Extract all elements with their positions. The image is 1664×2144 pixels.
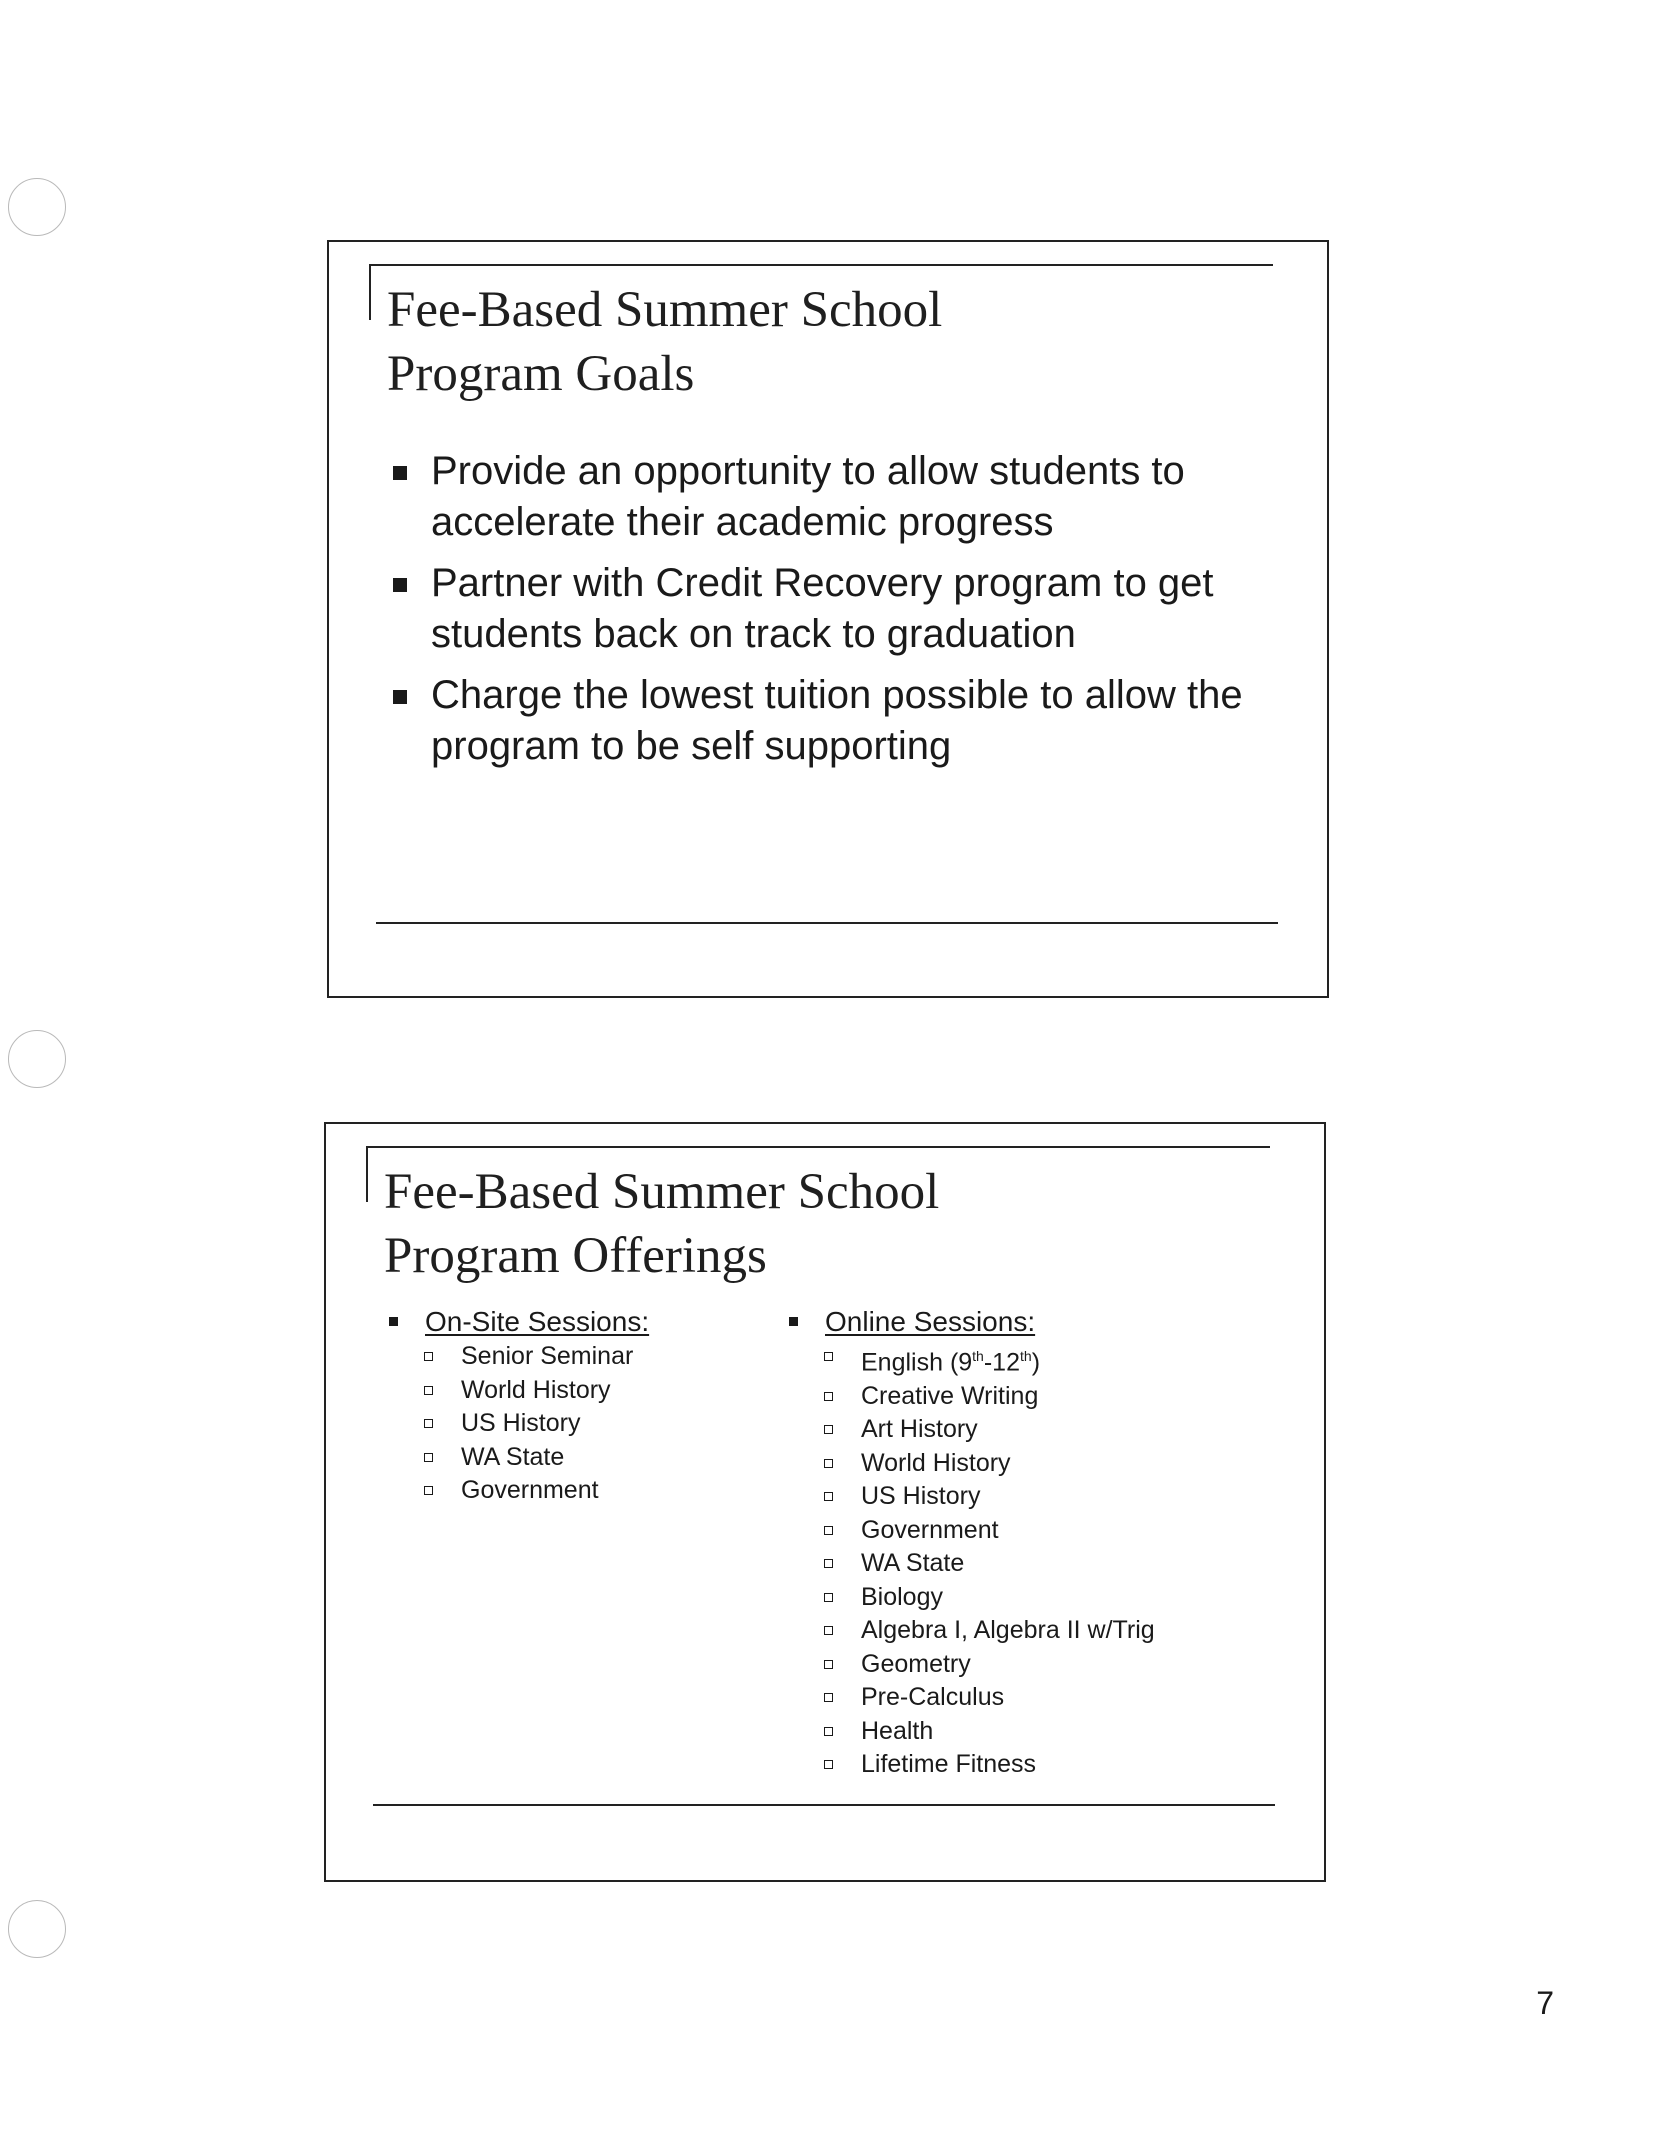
punch-hole-top	[8, 178, 66, 236]
goal-item: Partner with Credit Recovery program to get students back on track to graduation	[393, 558, 1273, 660]
title-frame-horizontal	[366, 1146, 1270, 1148]
hollow-square-bullet-icon	[824, 1727, 833, 1736]
online-item: World History	[824, 1447, 1248, 1481]
slide-title	[384, 1160, 939, 1288]
onsite-item: US History	[424, 1407, 748, 1441]
hollow-square-bullet-icon	[824, 1459, 833, 1468]
onsite-sessions	[388, 1304, 748, 1508]
goal-item: Charge the lowest tuition possible to allow the program to be self supporting	[393, 670, 1273, 772]
hollow-square-bullet-icon	[824, 1425, 833, 1434]
title-frame-vertical	[366, 1146, 368, 1202]
goals-list	[393, 446, 1273, 782]
square-bullet-icon	[393, 690, 407, 704]
punch-hole-bottom	[8, 1900, 66, 1958]
hollow-square-bullet-icon	[424, 1453, 433, 1462]
online-item: Biology	[824, 1581, 1248, 1615]
onsite-list	[424, 1340, 748, 1508]
title-line-1: Fee-Based Summer School	[387, 282, 943, 338]
online-item: Geometry	[824, 1648, 1248, 1682]
hollow-square-bullet-icon	[824, 1693, 833, 1702]
online-item: US History	[824, 1480, 1248, 1514]
online-heading: Online Sessions:	[788, 1304, 1248, 1340]
online-item: Health	[824, 1715, 1248, 1749]
hollow-square-bullet-icon	[824, 1660, 833, 1669]
goal-item: Provide an opportunity to allow students to accelerate their academic progress	[393, 446, 1273, 548]
onsite-item: Government	[424, 1474, 748, 1508]
hollow-square-bullet-icon	[824, 1492, 833, 1501]
slide-program-offerings	[324, 1122, 1326, 1882]
onsite-item: WA State	[424, 1441, 748, 1475]
square-bullet-icon	[393, 578, 407, 592]
slide-bottom-rule	[376, 922, 1278, 924]
title-frame-horizontal	[369, 264, 1273, 266]
online-item: Lifetime Fitness	[824, 1748, 1248, 1782]
hollow-square-bullet-icon	[424, 1352, 433, 1361]
hollow-square-bullet-icon	[824, 1593, 833, 1602]
slide-bottom-rule	[373, 1804, 1275, 1806]
online-item: WA State	[824, 1547, 1248, 1581]
title-line-2: Program Goals	[387, 346, 695, 402]
hollow-square-bullet-icon	[824, 1392, 833, 1401]
online-item: Pre-Calculus	[824, 1681, 1248, 1715]
square-bullet-icon	[393, 466, 407, 480]
hollow-square-bullet-icon	[824, 1526, 833, 1535]
onsite-heading: On-Site Sessions:	[388, 1304, 748, 1340]
online-item-english: English (9th-12th)	[824, 1340, 1248, 1380]
hollow-square-bullet-icon	[824, 1626, 833, 1635]
square-bullet-icon	[389, 1317, 398, 1326]
online-sessions	[788, 1304, 1248, 1782]
hollow-square-bullet-icon	[424, 1419, 433, 1428]
hollow-square-bullet-icon	[824, 1559, 833, 1568]
page-number: 7	[1536, 1985, 1554, 2021]
slide-program-goals	[327, 240, 1329, 998]
slide-title	[387, 278, 942, 406]
onsite-item: World History	[424, 1374, 748, 1408]
title-line-1: Fee-Based Summer School	[384, 1164, 940, 1220]
hollow-square-bullet-icon	[824, 1352, 833, 1361]
online-item: Art History	[824, 1413, 1248, 1447]
title-frame-vertical	[369, 264, 371, 320]
hollow-square-bullet-icon	[824, 1760, 833, 1769]
online-item: Creative Writing	[824, 1380, 1248, 1414]
punch-hole-middle	[8, 1030, 66, 1088]
hollow-square-bullet-icon	[424, 1386, 433, 1395]
title-line-2: Program Offerings	[384, 1228, 767, 1284]
onsite-item: Senior Seminar	[424, 1340, 748, 1374]
online-list	[824, 1340, 1248, 1782]
square-bullet-icon	[789, 1317, 798, 1326]
hollow-square-bullet-icon	[424, 1486, 433, 1495]
online-item: Government	[824, 1514, 1248, 1548]
online-item: Algebra I, Algebra II w/Trig	[824, 1614, 1248, 1648]
